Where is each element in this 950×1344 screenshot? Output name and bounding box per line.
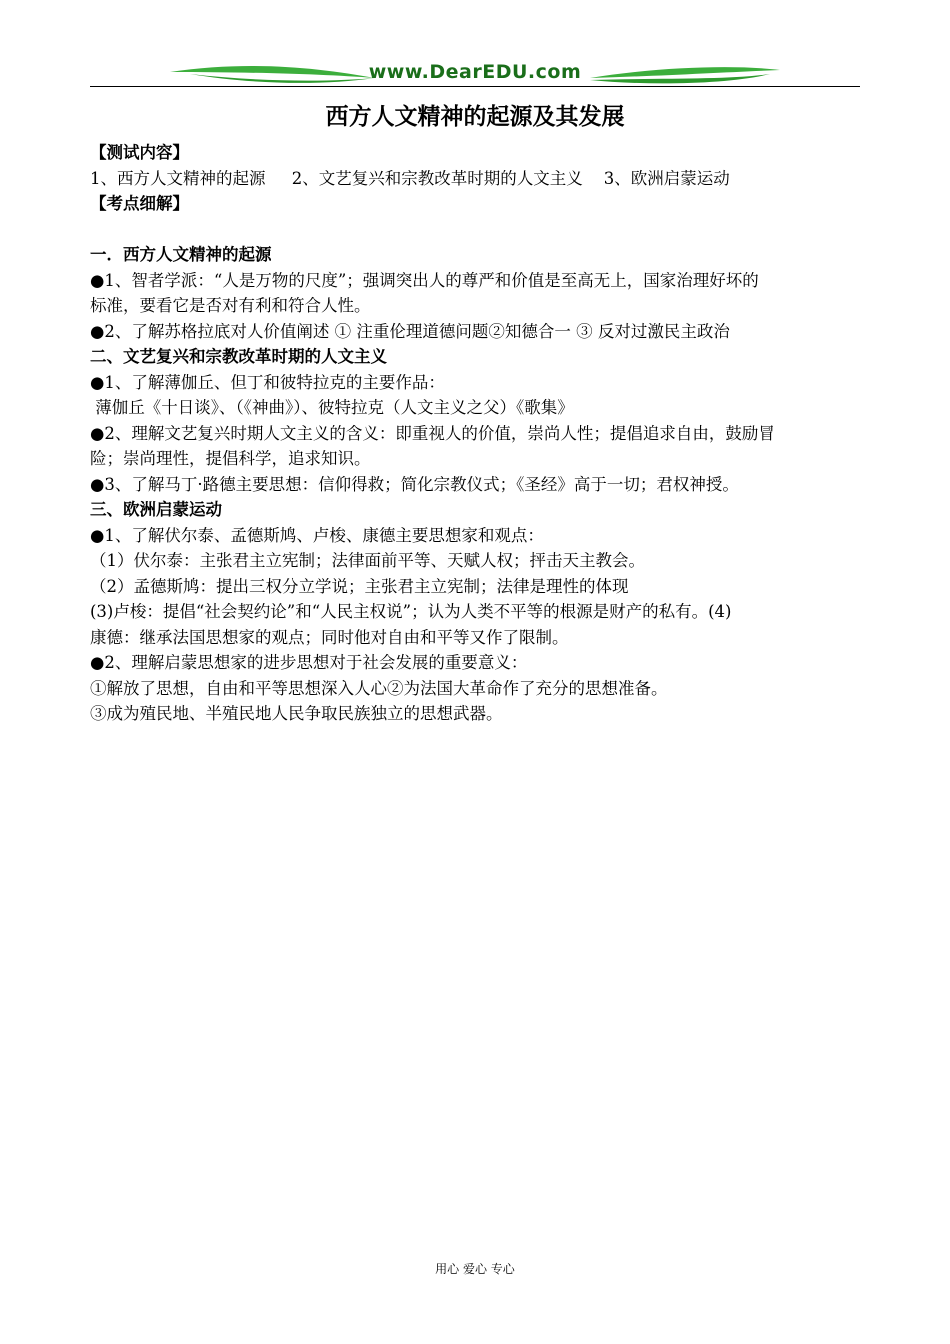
text-line: ●2、理解启蒙思想家的进步思想对于社会发展的重要意义： bbox=[90, 653, 528, 672]
section-heading: 三、欧洲启蒙运动 bbox=[90, 500, 222, 519]
text-line: 康德：继承法国思想家的观点；同时他对自由和平等又作了限制。 bbox=[90, 627, 569, 647]
text-line: ●1、了解薄伽丘、但丁和彼特拉克的主要作品： bbox=[90, 372, 445, 392]
text-line: 薄伽丘《十日谈》、（《神曲》）、彼特拉克（人文主义之父）《歌集》 bbox=[90, 398, 574, 417]
text-line: （1）伏尔泰：主张君主立宪制；法律面前平等、天赋人权；抨击天主教会。 bbox=[90, 551, 645, 570]
page-footer: 用心 爱心 专心 bbox=[435, 1262, 515, 1276]
text-line: ●2、了解苏格拉底对人价值阐述 ① 注重伦理道德问题②知德合一 ③ 反对过激民主政治 bbox=[90, 321, 730, 341]
text-line: ●3、了解马丁·路德主要思想：信仰得救；简化宗教仪式；《圣经》高于一切；君权神授。 bbox=[90, 474, 739, 494]
text-line: ●1、了解伏尔泰、孟德斯鸠、卢梭、康德主要思想家和观点： bbox=[90, 525, 544, 545]
text-line: (3)卢梭：提倡“社会契约论”和“人民主权说”；认为人类不平等的根源是财产的私有。(4) bbox=[90, 602, 732, 621]
text-line: 标准，要看它是否对有利和符合人性。 bbox=[90, 296, 371, 315]
text-line: ●1、智者学派：“人是万物的尺度”；强调突出人的尊严和价值是至高无上，国家治理好坏的 bbox=[90, 270, 759, 290]
text-line: （2）孟德斯鸠：提出三权分立学说；主张君主立宪制；法律是理性的体现 bbox=[90, 576, 629, 596]
blank-line bbox=[90, 217, 865, 243]
section-label: 【测试内容】 bbox=[90, 143, 189, 162]
text-line: ①解放了思想，自由和平等思想深入人心②为法国大革命作了充分的思想准备。 bbox=[90, 678, 668, 698]
page-title: 西方人文精神的起源及其发展 bbox=[325, 104, 625, 130]
section-heading: 二、文艺复兴和宗教改革时期的人文主义 bbox=[90, 347, 387, 366]
section-label: 【考点细解】 bbox=[90, 194, 189, 213]
document-body bbox=[90, 140, 865, 727]
text-line: 1、西方人文精神的起源 2、文艺复兴和宗教改革时期的人文主义 3、欧洲启蒙运动 bbox=[90, 168, 730, 188]
logo-text: www.DearEDU.com bbox=[368, 61, 582, 83]
header-rule bbox=[90, 86, 860, 87]
text-line: ●2、理解文艺复兴时期人文主义的含义：即重视人的价值，崇尚人性；提倡追求自由，鼓励冒 bbox=[90, 423, 775, 443]
text-line: ③成为殖民地、半殖民地人民争取民族独立的思想武器。 bbox=[90, 704, 503, 723]
text-line: 险；崇尚理性，提倡科学，追求知识。 bbox=[90, 449, 371, 468]
section-heading: 一．西方人文精神的起源 bbox=[90, 245, 272, 264]
